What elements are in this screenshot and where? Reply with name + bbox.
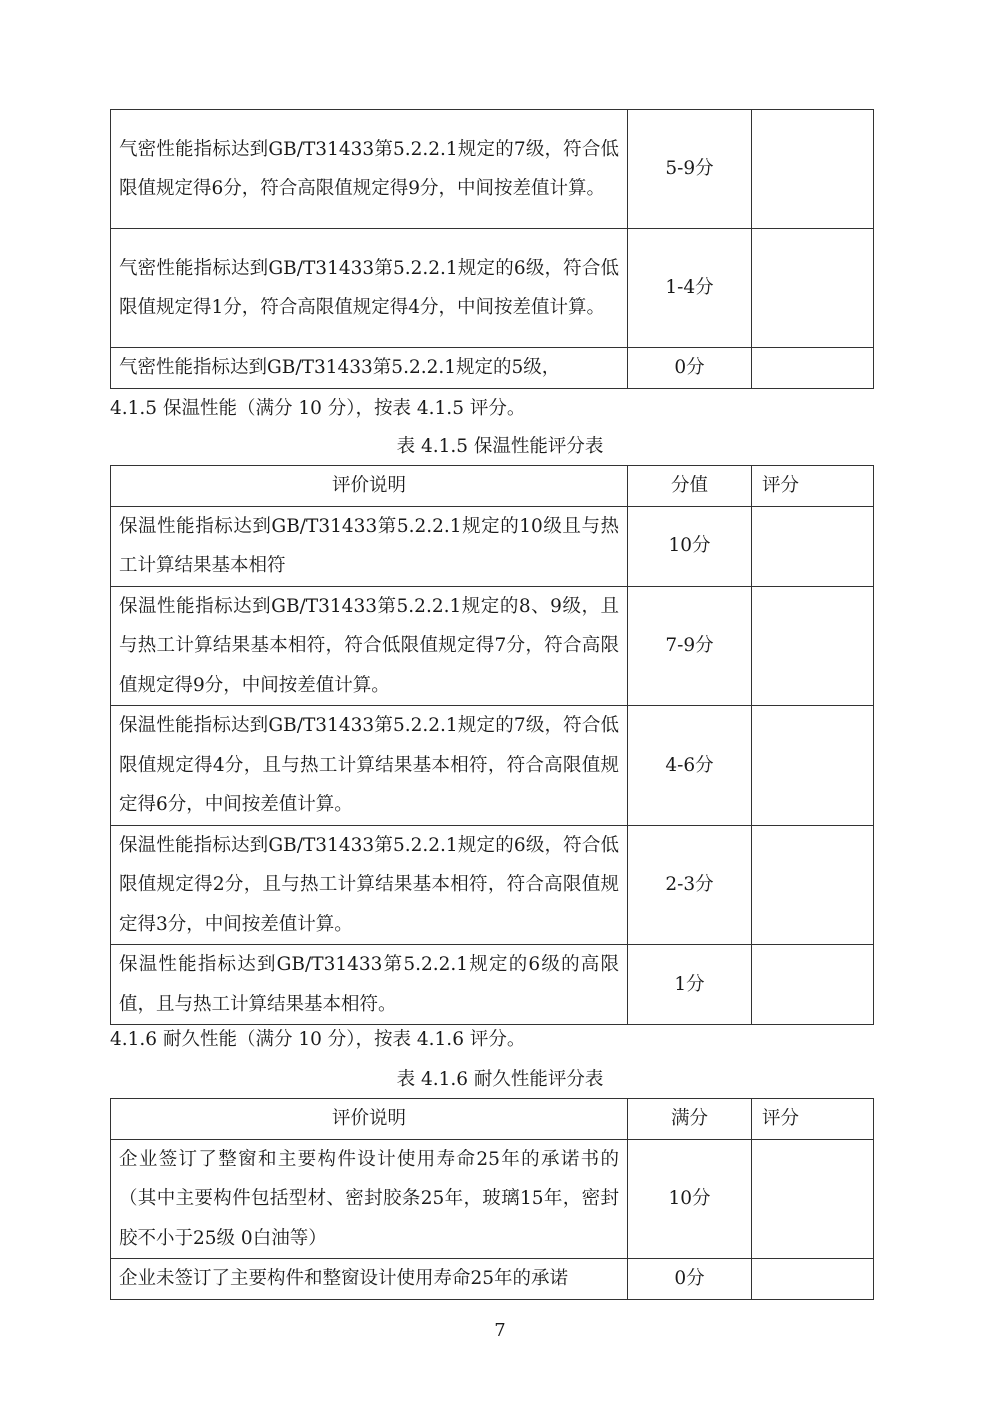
value-cell: 5-9分 xyxy=(628,110,752,229)
page-number: 7 xyxy=(494,1320,506,1341)
desc-cell: 保温性能指标达到GB/T31433第5.2.2.1规定的8、9级，且与热工计算结果基本相符，符合低限值规定得7分，符合高限值规定得9分，中间按差值计算。 xyxy=(111,586,628,706)
value-cell: 10分 xyxy=(628,506,752,586)
insulation-scoring-table xyxy=(110,465,874,1025)
table-row xyxy=(111,110,874,229)
table-row xyxy=(111,1139,874,1259)
table-row xyxy=(111,506,874,586)
value-cell: 10分 xyxy=(628,1139,752,1259)
score-cell xyxy=(752,586,874,706)
score-cell xyxy=(752,229,874,348)
header-full-score: 满分 xyxy=(628,1099,752,1140)
header-score: 评分 xyxy=(752,1099,874,1140)
section-4-1-6-paragraph: 4.1.6 耐久性能（满分 10 分），按表 4.1.6 评分。 xyxy=(110,1029,526,1050)
desc-cell: 保温性能指标达到GB/T31433第5.2.2.1规定的7级，符合低限值规定得4分，且与热工计算结果基本相符，符合高限值规定得6分，中间按差值计算。 xyxy=(111,706,628,826)
score-cell xyxy=(752,1259,874,1300)
desc-cell: 气密性能指标达到GB/T31433第5.2.2.1规定的7级，符合低限值规定得6分，符合高限值规定得9分，中间按差值计算。 xyxy=(111,110,628,229)
section-4-1-5-paragraph: 4.1.5 保温性能（满分 10 分），按表 4.1.5 评分。 xyxy=(110,398,526,419)
table-row xyxy=(111,825,874,945)
table-row xyxy=(111,945,874,1025)
value-cell: 1-4分 xyxy=(628,229,752,348)
score-cell xyxy=(752,825,874,945)
table-4-1-6-caption: 表 4.1.6 耐久性能评分表 xyxy=(396,1069,604,1090)
score-cell xyxy=(752,945,874,1025)
table-row xyxy=(111,1259,874,1300)
score-cell xyxy=(752,706,874,826)
value-cell: 7-9分 xyxy=(628,586,752,706)
table-row xyxy=(111,706,874,826)
value-cell: 0分 xyxy=(628,1259,752,1300)
value-cell: 1分 xyxy=(628,945,752,1025)
desc-cell: 保温性能指标达到GB/T31433第5.2.2.1规定的6级的高限值，且与热工计算结果基本相符。 xyxy=(111,945,628,1025)
desc-cell: 保温性能指标达到GB/T31433第5.2.2.1规定的10级且与热工计算结果基本相符 xyxy=(111,506,628,586)
desc-cell: 保温性能指标达到GB/T31433第5.2.2.1规定的6级，符合低限值规定得2分，且与热工计算结果基本相符，符合高限值规定得3分，中间按差值计算。 xyxy=(111,825,628,945)
score-cell xyxy=(752,348,874,389)
table-4-1-5-caption: 表 4.1.5 保温性能评分表 xyxy=(396,436,604,457)
table-row xyxy=(111,348,874,389)
airtightness-table-continued xyxy=(110,109,874,389)
score-cell xyxy=(752,506,874,586)
desc-cell: 企业未签订了主要构件和整窗设计使用寿命25年的承诺 xyxy=(111,1259,628,1300)
value-cell: 2-3分 xyxy=(628,825,752,945)
score-cell xyxy=(752,110,874,229)
header-description: 评价说明 xyxy=(111,1099,628,1140)
desc-cell: 企业签订了整窗和主要构件设计使用寿命25年的承诺书的（其中主要构件包括型材、密封胶条25年，玻璃15年，密封胶不小于25级 0白油等） xyxy=(111,1139,628,1259)
desc-cell: 气密性能指标达到GB/T31433第5.2.2.1规定的6级，符合低限值规定得1分，符合高限值规定得4分，中间按差值计算。 xyxy=(111,229,628,348)
table-header-row xyxy=(111,1099,874,1140)
header-value: 分值 xyxy=(628,466,752,507)
value-cell: 4-6分 xyxy=(628,706,752,826)
header-description: 评价说明 xyxy=(111,466,628,507)
header-score: 评分 xyxy=(752,466,874,507)
table-row xyxy=(111,229,874,348)
score-cell xyxy=(752,1139,874,1259)
table-row xyxy=(111,586,874,706)
durability-scoring-table xyxy=(110,1098,874,1300)
desc-cell: 气密性能指标达到GB/T31433第5.2.2.1规定的5级， xyxy=(111,348,628,389)
value-cell: 0分 xyxy=(628,348,752,389)
table-header-row xyxy=(111,466,874,507)
